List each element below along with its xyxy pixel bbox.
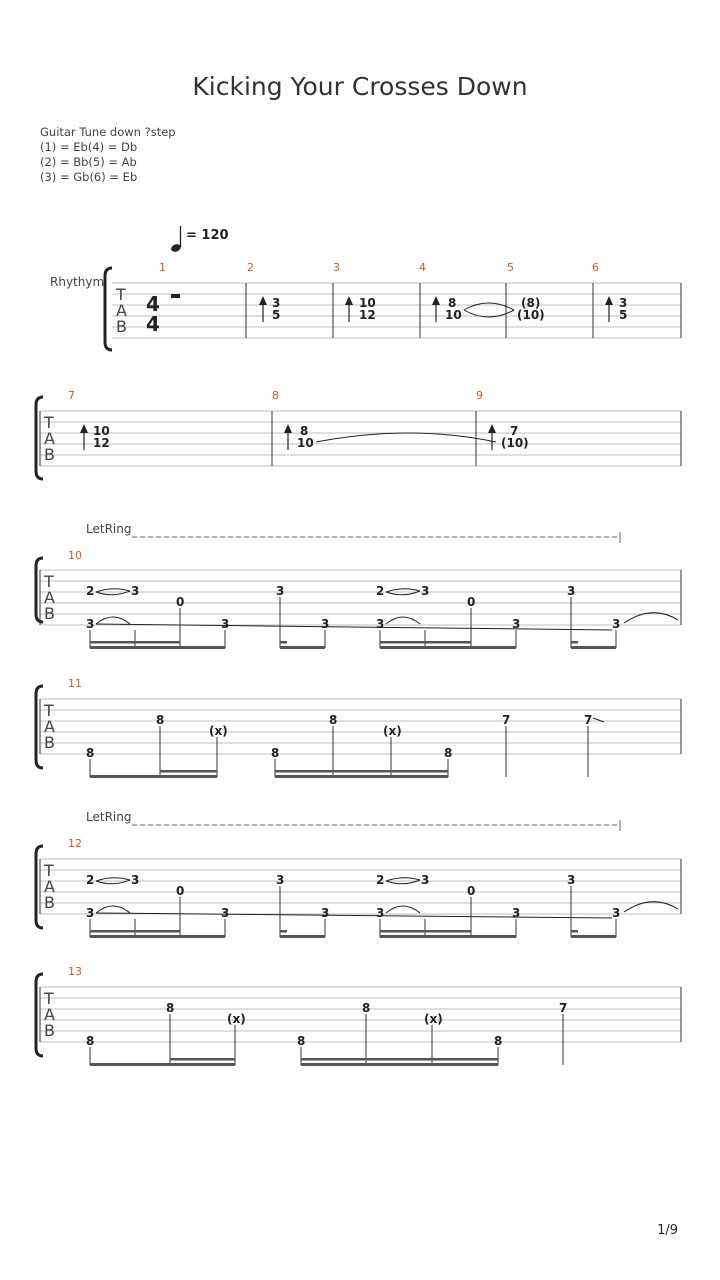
tempo-value: = 120 <box>186 228 229 243</box>
barlines <box>246 283 681 338</box>
tab-letter-b: B <box>44 445 55 464</box>
tab-letter-a: A <box>44 429 55 448</box>
fret-number: 3 <box>276 873 285 887</box>
tab-letter-t: T <box>44 701 54 720</box>
tab-clef <box>115 285 127 336</box>
tab-letter-a: A <box>44 1005 55 1024</box>
slur <box>316 433 496 442</box>
tab-letter-b: B <box>44 604 55 623</box>
fret-number: 12 <box>93 436 110 450</box>
upstroke-arrow-icon <box>605 296 613 322</box>
tab-clef <box>43 572 55 623</box>
fret-number: 8 <box>86 746 95 760</box>
fret-number: 8 <box>494 1034 503 1048</box>
system-2 <box>36 389 681 479</box>
fret-number: 7 <box>502 713 511 727</box>
fret-number: 3 <box>86 906 95 920</box>
fret-number: 3 <box>321 906 330 920</box>
measure-number: 2 <box>247 261 254 274</box>
tuning-line-3: (3) = Gb(6) = Eb <box>40 170 138 184</box>
tab-letter-b: B <box>116 317 127 336</box>
fret-number: 3 <box>612 906 621 920</box>
tuning-header: Guitar Tune down ?step <box>40 125 176 139</box>
fret-number: 3 <box>86 617 95 631</box>
tab-letter-b: B <box>44 1021 55 1040</box>
fret-number: 3 <box>376 617 385 631</box>
fret-number: 2 <box>376 873 385 887</box>
beams <box>90 930 616 938</box>
tab-letter-a: A <box>116 301 127 320</box>
fret-number: 8 <box>362 1001 371 1015</box>
fret-number: 7 <box>559 1001 568 1015</box>
fret-number: 0 <box>467 884 476 898</box>
fret-number: 7 <box>510 424 519 438</box>
fret-number: 0 <box>176 884 185 898</box>
fret-number: (x) <box>209 724 228 738</box>
fret-number: 8 <box>271 746 280 760</box>
fret-number: 3 <box>567 584 576 598</box>
tab-clef <box>43 413 55 464</box>
fret-number: 10 <box>93 424 110 438</box>
fret-number: 3 <box>512 617 521 631</box>
system-4 <box>36 677 681 778</box>
stems-and-beams <box>90 1014 563 1065</box>
fret-number: 3 <box>612 617 621 631</box>
system-3 <box>36 522 681 649</box>
system-1 <box>105 261 681 350</box>
fret-number: 3 <box>421 873 430 887</box>
upstroke-arrow-icon <box>284 424 292 450</box>
fret-number: 8 <box>448 296 457 310</box>
fret-number: 8 <box>156 713 165 727</box>
measure-number: 3 <box>333 261 340 274</box>
fret-number: (10) <box>517 308 545 322</box>
tab-clef <box>43 701 55 752</box>
fret-number: 0 <box>176 595 185 609</box>
stems-and-beams <box>90 726 588 777</box>
tab-letter-t: T <box>44 572 54 591</box>
time-signature <box>146 292 160 336</box>
system-6 <box>36 965 681 1066</box>
stems-and-beams <box>90 597 616 648</box>
track-name: Rhythym <box>50 275 105 289</box>
upstroke-arrow-icon <box>345 296 353 322</box>
measure-number: 13 <box>68 965 82 978</box>
staff-lines <box>112 283 681 338</box>
measure-number: 8 <box>272 389 279 402</box>
fret-number: 0 <box>467 595 476 609</box>
fret-number: 2 <box>376 584 385 598</box>
tab-clef <box>43 989 55 1040</box>
tab-letter-t: T <box>44 989 54 1008</box>
measure-number: 12 <box>68 837 82 850</box>
fret-number: 3 <box>421 584 430 598</box>
fret-number: 3 <box>376 906 385 920</box>
upstroke-arrow-icon <box>488 424 496 450</box>
fret-number: 3 <box>619 296 628 310</box>
fret-number: 2 <box>86 873 95 887</box>
barlines <box>40 987 681 1042</box>
fret-number: 10 <box>445 308 462 322</box>
fret-number: 12 <box>359 308 376 322</box>
fret-number: (10) <box>501 436 529 450</box>
measure-number: 11 <box>68 677 82 690</box>
fret-number: (x) <box>424 1012 443 1026</box>
staff-lines <box>40 987 681 1042</box>
fret-number: (x) <box>227 1012 246 1026</box>
tab-letter-t: T <box>44 413 54 432</box>
fret-number: 10 <box>359 296 376 310</box>
tab-letter-t: T <box>44 861 54 880</box>
staff-lines <box>40 411 681 466</box>
fret-number: 3 <box>131 584 140 598</box>
fret-number: 7 <box>584 713 593 727</box>
measure-number: 9 <box>476 389 483 402</box>
fret-number: 8 <box>166 1001 175 1015</box>
beams <box>90 1058 498 1066</box>
upstroke-arrow-icon <box>259 296 267 322</box>
fret-number: 8 <box>300 424 309 438</box>
whole-rest <box>171 294 180 298</box>
measure-number: 6 <box>592 261 599 274</box>
tempo-marking <box>170 226 228 253</box>
fret-number: 10 <box>297 436 314 450</box>
fret-number: 8 <box>86 1034 95 1048</box>
measure-number: 1 <box>159 261 166 274</box>
system-bracket <box>105 268 112 350</box>
song-title: Kicking Your Crosses Down <box>192 72 528 101</box>
fret-number: 5 <box>619 308 628 322</box>
system-5 <box>36 810 681 938</box>
upstroke-arrow-icon <box>432 296 440 322</box>
beams <box>90 641 616 649</box>
fret-number: 5 <box>272 308 281 322</box>
upstroke-arrow-icon <box>80 424 88 450</box>
tab-letter-a: A <box>44 877 55 896</box>
tab-letter-t: T <box>116 285 126 304</box>
fret-number: 3 <box>131 873 140 887</box>
fret-number: 2 <box>86 584 95 598</box>
let-ring-label: LetRing <box>86 522 132 536</box>
time-sig-denominator: 4 <box>146 312 160 336</box>
fret-number: 3 <box>221 617 230 631</box>
fret-number: 8 <box>329 713 338 727</box>
time-sig-numerator: 4 <box>146 292 160 316</box>
tab-letter-b: B <box>44 893 55 912</box>
measure-number: 5 <box>507 261 514 274</box>
slide-out <box>593 718 604 722</box>
tuning-line-1: (1) = Eb(4) = Db <box>40 140 138 154</box>
fret-number: 8 <box>444 746 453 760</box>
tab-letter-a: A <box>44 588 55 607</box>
measure-number: 7 <box>68 389 75 402</box>
tuning-line-2: (2) = Bb(5) = Ab <box>40 155 137 169</box>
stems-and-beams <box>90 886 616 937</box>
fret-number: 3 <box>221 906 230 920</box>
fret-number: (8) <box>521 296 541 310</box>
let-ring-label: LetRing <box>86 810 132 824</box>
measure-number: 4 <box>419 261 426 274</box>
barlines <box>40 411 681 466</box>
fret-number: 3 <box>276 584 285 598</box>
fret-number: 3 <box>321 617 330 631</box>
measure-number: 10 <box>68 549 82 562</box>
tab-clef <box>43 861 55 912</box>
fret-number: 3 <box>512 906 521 920</box>
tab-letter-a: A <box>44 717 55 736</box>
fret-number: (x) <box>383 724 402 738</box>
tab-letter-b: B <box>44 733 55 752</box>
fret-number: 3 <box>272 296 281 310</box>
beams <box>90 770 448 778</box>
fret-number: 3 <box>567 873 576 887</box>
page-number: 1/9 <box>657 1223 678 1238</box>
fret-number: 8 <box>297 1034 306 1048</box>
